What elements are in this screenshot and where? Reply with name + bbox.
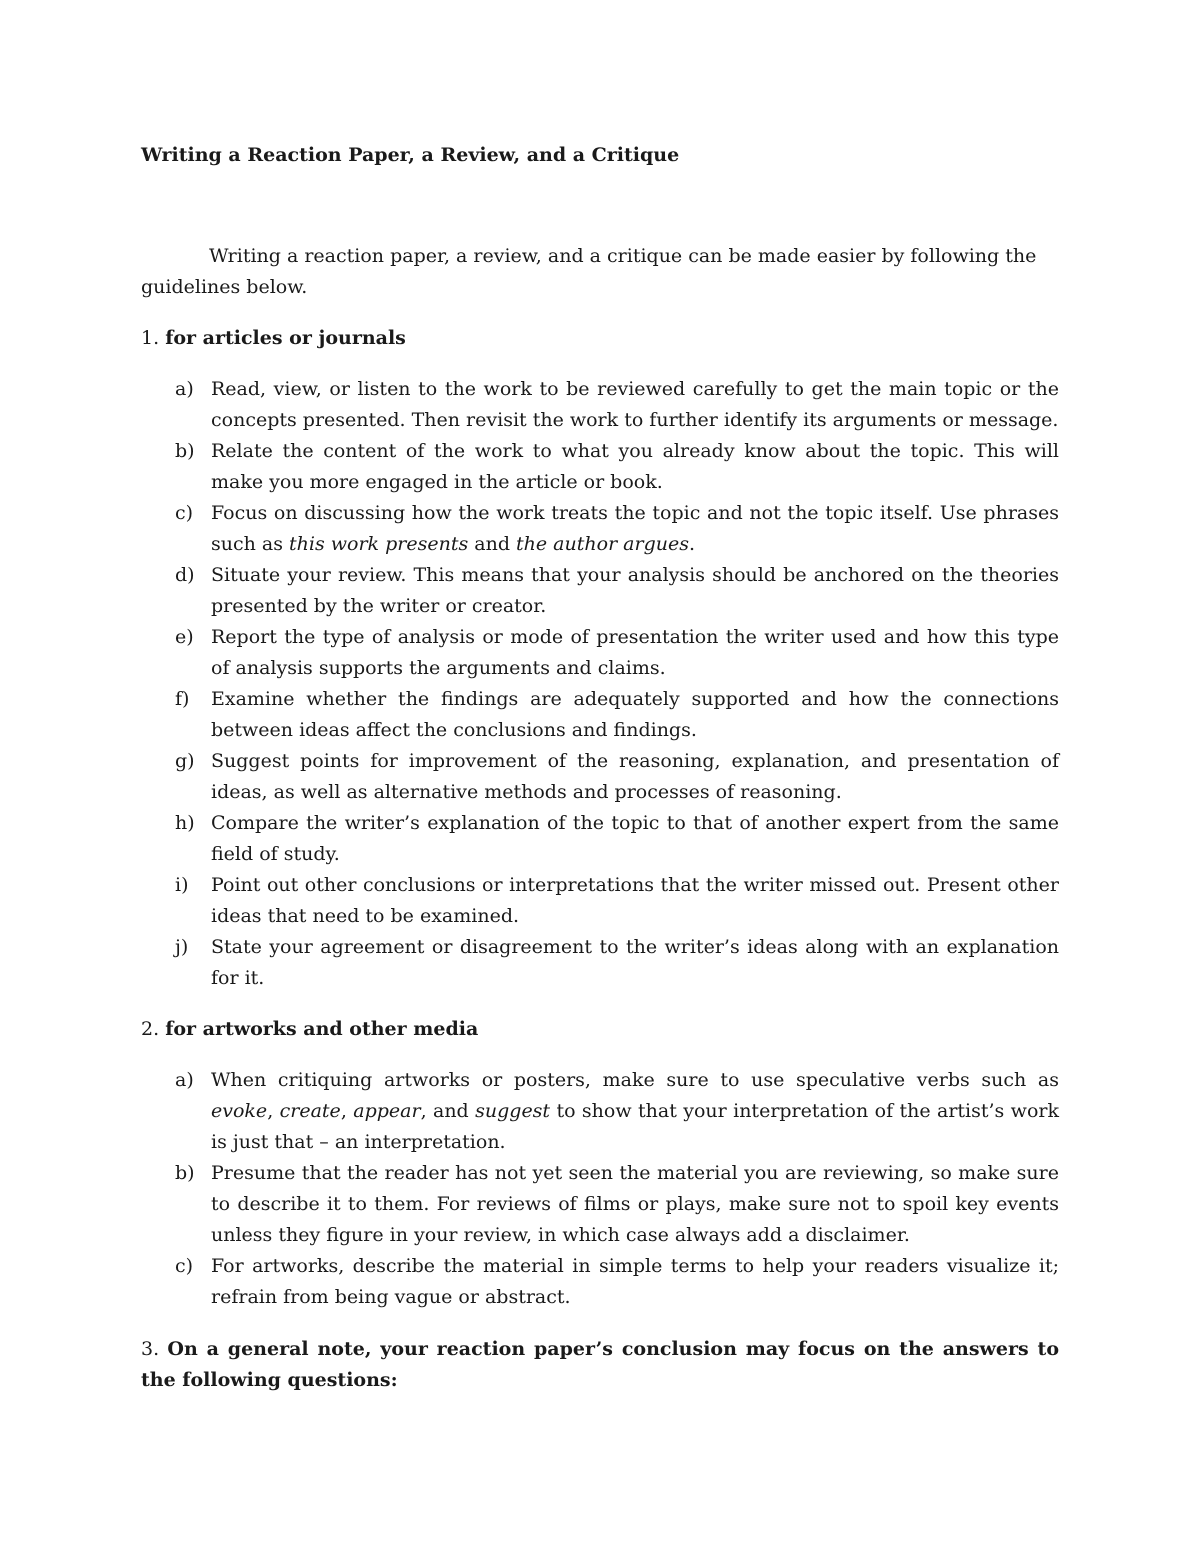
list-marker: c) <box>175 502 194 524</box>
list-item-text: , <box>267 1100 280 1122</box>
list-item <box>141 1251 1059 1313</box>
list-item-text: Situate your review. This means that your analysis should be anchored on the theories presented by the writer or creator. <box>211 564 1059 617</box>
list-item-text: Point out other conclusions or interpretations that the writer missed out. Present other ideas that need to be examined. <box>211 874 1059 927</box>
list-item-text: When critiquing artworks or posters, make sure to use speculative verbs such as <box>211 1069 1059 1091</box>
list-item-text: Read, view, or listen to the work to be reviewed carefully to get the main topic or the concepts presented. Then revisit the work to further identify its arguments or message. <box>211 378 1059 431</box>
list-marker: b) <box>175 440 195 462</box>
italic-phrase: suggest <box>475 1100 551 1122</box>
list-marker: c) <box>175 1255 194 1277</box>
list-item <box>141 498 1059 560</box>
list-item <box>141 746 1059 808</box>
italic-phrase: evoke <box>211 1100 268 1122</box>
list-marker: j) <box>175 936 189 958</box>
list-item-text: For artworks, describe the material in simple terms to help your readers visualize it; refrain from being vague or abstract. <box>211 1255 1059 1308</box>
list-marker: a) <box>175 1069 194 1091</box>
list-item <box>141 560 1059 622</box>
guideline-list-articles <box>141 374 1059 994</box>
section-heading-articles <box>141 323 406 354</box>
list-marker: f) <box>175 688 190 710</box>
section-heading-artworks <box>141 1014 478 1045</box>
list-item <box>141 1158 1059 1251</box>
list-item-text: , <box>340 1100 354 1122</box>
list-marker: g) <box>175 750 195 772</box>
section-number: 3. <box>141 1338 160 1360</box>
list-item <box>141 808 1059 870</box>
list-item-text: Focus on discussing how the work treats the topic and not the topic itself. Use phrases such as <box>211 502 1059 555</box>
list-marker: d) <box>175 564 195 586</box>
list-item-text: Relate the content of the work to what you already know about the topic. This will make you more engaged in the article or book. <box>211 440 1059 493</box>
list-marker: a) <box>175 378 194 400</box>
section-title: for articles or journals <box>165 327 406 349</box>
list-item <box>141 870 1059 932</box>
list-item <box>141 932 1059 994</box>
italic-phrase: this work presents <box>289 533 469 555</box>
list-marker: h) <box>175 812 195 834</box>
italic-phrase: create <box>279 1100 341 1122</box>
list-item-text: Compare the writer’s explanation of the topic to that of another expert from the same field of study. <box>211 812 1059 865</box>
list-item <box>141 684 1059 746</box>
list-item-text: to show that your interpretation of the artist’s work is just that – an interpretation. <box>211 1100 1059 1153</box>
list-marker: e) <box>175 626 194 648</box>
list-item <box>141 436 1059 498</box>
list-item-text: Examine whether the findings are adequately supported and how the connections between ideas affect the conclusions and findings. <box>211 688 1059 741</box>
intro-paragraph: Writing a reaction paper, a review, and a critique can be made easier by following the guidelines below. <box>141 245 1037 298</box>
italic-phrase: appear <box>353 1100 421 1122</box>
section-title: On a general note, your reaction paper’s conclusion may focus on the answers to the following questions: <box>141 1338 1059 1391</box>
list-item-text: . <box>689 533 696 555</box>
list-item-text: Suggest points for improvement of the reasoning, explanation, and presentation of ideas, as well as alternative methods and processes of reasoning. <box>211 750 1059 803</box>
list-marker: i) <box>175 874 189 896</box>
document-page <box>141 0 1059 1553</box>
list-item-text: , and <box>420 1100 476 1122</box>
document-title: Writing a Reaction Paper, a Review, and a Critique <box>141 144 680 166</box>
list-item-text: and <box>468 533 517 555</box>
list-item-text: Report the type of analysis or mode of presentation the writer used and how this type of analysis supports the arguments and claims. <box>211 626 1059 679</box>
italic-phrase: the author argues <box>516 533 689 555</box>
list-item <box>141 1065 1059 1158</box>
list-item-text: Presume that the reader has not yet seen the material you are reviewing, so make sure to describe it to them. For reviews of films or plays, make sure not to spoil key events unless they figure in your review, in which case always add a disclaimer. <box>211 1162 1059 1246</box>
guideline-list-artworks <box>141 1065 1059 1313</box>
section-number: 1. <box>141 327 160 349</box>
section-title: for artworks and other media <box>165 1018 479 1040</box>
list-item <box>141 622 1059 684</box>
list-item <box>141 374 1059 436</box>
section-number: 2. <box>141 1018 160 1040</box>
list-item-text: State your agreement or disagreement to the writer’s ideas along with an explanation for it. <box>211 936 1059 989</box>
list-marker: b) <box>175 1162 195 1184</box>
section-heading-general-note <box>141 1334 1059 1396</box>
